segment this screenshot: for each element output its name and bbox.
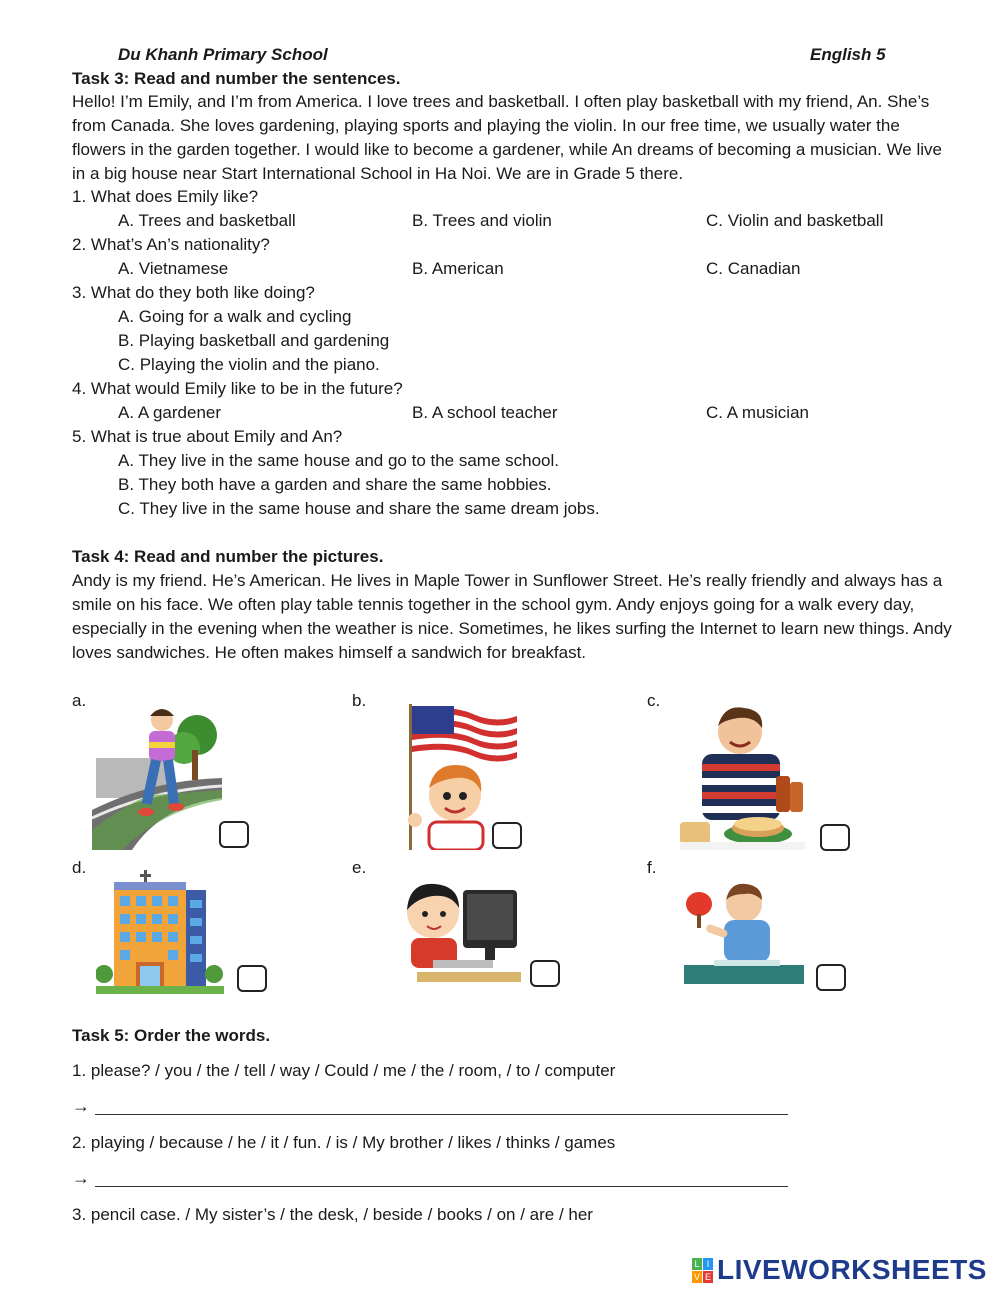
picture-label-e: e.: [352, 858, 367, 877]
q3-option-b[interactable]: B. Playing basketball and gardening: [118, 331, 390, 350]
q5-option-c[interactable]: C. They live in the same house and share the same dream jobs.: [118, 499, 600, 518]
q1-option-c[interactable]: C. Violin and basketball: [706, 211, 884, 230]
q3-option-c[interactable]: C. Playing the violin and the piano.: [118, 355, 380, 374]
boy-sandwich-picture: [680, 702, 805, 850]
task5-title: Task 5: Order the words.: [72, 1026, 271, 1045]
question-3: 3. What do they both like doing?: [72, 283, 315, 302]
subject-name: English 5: [810, 45, 886, 64]
picture-label-c: c.: [647, 691, 661, 710]
q4-option-b[interactable]: B. A school teacher: [412, 403, 558, 422]
answer-box-c[interactable]: [820, 824, 850, 851]
q5-option-a[interactable]: A. They live in the same house and go to the same school.: [118, 451, 560, 470]
task3-passage: Hello! I’m Emily, and I’m from America. I love trees and basketball. I often play basketball with my friend, An. She’s from Canada. She loves gardening, playing sports and playing the violin. In our free time, we usually water the flowers in the garden together. I would like to become a gardener, while An dreams of becoming a musician. We live in a big house near Start International School in Ha Noi. We are in Grade 5 there.: [72, 92, 942, 183]
answer-line-2[interactable]: [95, 1186, 788, 1187]
answer-box-f[interactable]: [816, 964, 846, 991]
picture-label-b: b.: [352, 691, 367, 710]
arrow-right-icon: →: [72, 1168, 90, 1188]
maple-tower-building-picture: [96, 870, 224, 994]
order-words-item-2: 2. playing / because / he / it / fun. / is / My brother / likes / thinks / games: [72, 1133, 616, 1152]
picture-label-d: d.: [72, 858, 87, 877]
picture-label-a: a.: [72, 691, 87, 710]
logo-badge: L I V E: [693, 1258, 711, 1282]
q1-option-a[interactable]: A. Trees and basketball: [118, 211, 296, 230]
answer-box-d[interactable]: [237, 965, 267, 992]
school-name: Du Khanh Primary School: [118, 45, 328, 64]
task3-title: Task 3: Read and number the sentences.: [72, 69, 401, 88]
question-4: 4. What would Emily like to be in the future?: [72, 379, 403, 398]
q1-option-b[interactable]: B. Trees and violin: [412, 211, 552, 230]
question-5: 5. What is true about Emily and An?: [72, 427, 343, 446]
q2-option-a[interactable]: A. Vietnamese: [118, 259, 229, 278]
q2-option-c[interactable]: C. Canadian: [706, 259, 801, 278]
task4-title: Task 4: Read and number the pictures.: [72, 547, 384, 566]
question-2: 2. What’s An’s nationality?: [72, 235, 270, 254]
arrow-right-icon: →: [72, 1096, 90, 1116]
order-words-item-3: 3. pencil case. / My sister’s / the desk, / beside / books / on / are / her: [72, 1205, 593, 1224]
answer-box-b[interactable]: [492, 822, 522, 849]
boy-computer-picture: [405, 880, 523, 984]
q2-option-b[interactable]: B. American: [412, 259, 504, 278]
q4-option-a[interactable]: A. A gardener: [118, 403, 222, 422]
q5-option-b[interactable]: B. They both have a garden and share the same hobbies.: [118, 475, 552, 494]
question-1: 1. What does Emily like?: [72, 187, 259, 206]
task4-passage: Andy is my friend. He’s American. He lives in Maple Tower in Sunflower Street. He’s really friendly and always has a smile on his face. We often play table tennis together in the school gym. Andy enjoys going for a walk every day, especially in the evening when the weather is nice. Sometimes, he likes surfing the Internet to learn new things. Andy loves sandwiches. He often makes himself a sandwich for breakfast.: [72, 571, 952, 662]
q4-option-c[interactable]: C. A musician: [706, 403, 809, 422]
boy-table-tennis-picture: [684, 874, 804, 990]
order-words-item-1: 1. please? / you / the / tell / way / Could / me / the / room, / to / computer: [72, 1061, 616, 1080]
boy-walking-picture: [92, 700, 224, 850]
logo-text: LIVEWORKSHEETS: [717, 1254, 987, 1285]
liveworksheets-logo: [692, 1254, 987, 1286]
picture-label-f: f.: [647, 858, 657, 877]
answer-box-e[interactable]: [530, 960, 560, 987]
answer-box-a[interactable]: [219, 821, 249, 848]
q3-option-a[interactable]: A. Going for a walk and cycling: [118, 307, 352, 326]
answer-line-1[interactable]: [95, 1114, 788, 1115]
